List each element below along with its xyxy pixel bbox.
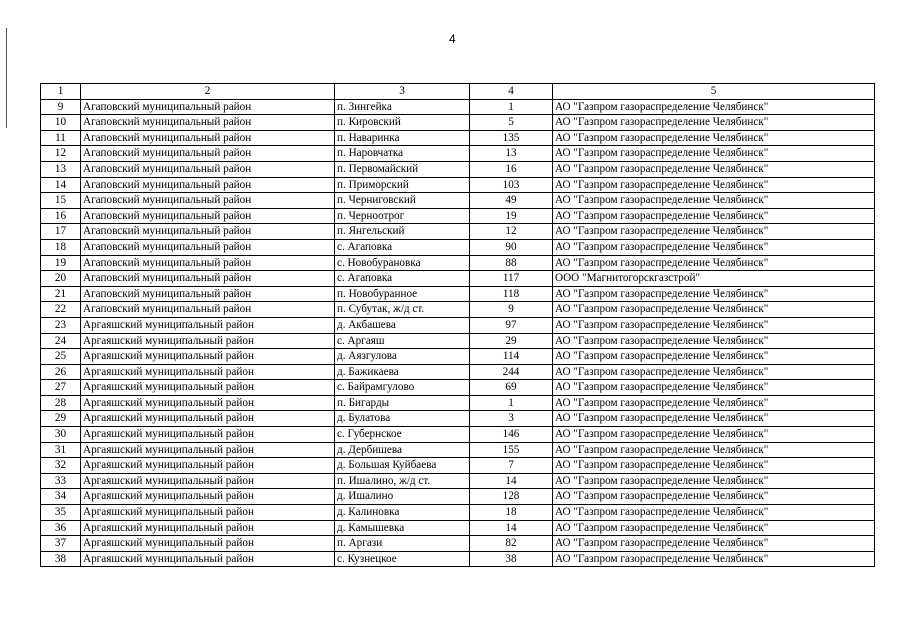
count-cell: 128 <box>470 489 553 505</box>
organization-cell: ООО "Магнитогорскгазстрой" <box>553 271 875 287</box>
count-cell: 135 <box>470 130 553 146</box>
table-row <box>41 395 875 411</box>
settlement-cell: д. Акбашева <box>335 317 470 333</box>
settlement-cell: с. Новобурановка <box>335 255 470 271</box>
count-cell: 38 <box>470 551 553 567</box>
district-cell: Аргаяшский муниципальный район <box>81 473 335 489</box>
district-cell: Аргаяшский муниципальный район <box>81 551 335 567</box>
count-cell: 7 <box>470 458 553 474</box>
district-cell: Аргаяшский муниципальный район <box>81 536 335 552</box>
settlement-cell: д. Калиновка <box>335 505 470 521</box>
table-row <box>41 302 875 318</box>
column-header-2: 2 <box>81 84 335 100</box>
table-row <box>41 177 875 193</box>
district-cell: Аргаяшский муниципальный район <box>81 442 335 458</box>
count-cell: 82 <box>470 536 553 552</box>
row-number: 37 <box>41 536 81 552</box>
district-cell: Агаповский муниципальный район <box>81 302 335 318</box>
table-row <box>41 411 875 427</box>
count-cell: 244 <box>470 364 553 380</box>
row-number: 10 <box>41 115 81 131</box>
settlement-cell: с. Агаповка <box>335 271 470 287</box>
count-cell: 12 <box>470 224 553 240</box>
count-cell: 18 <box>470 505 553 521</box>
table-row <box>41 146 875 162</box>
table-row <box>41 333 875 349</box>
organization-cell: АО "Газпром газораспределение Челябинск" <box>553 427 875 443</box>
district-cell: Агаповский муниципальный район <box>81 255 335 271</box>
count-cell: 88 <box>470 255 553 271</box>
district-cell: Аргаяшский муниципальный район <box>81 489 335 505</box>
row-number: 38 <box>41 551 81 567</box>
count-cell: 1 <box>470 99 553 115</box>
organization-cell: АО "Газпром газораспределение Челябинск" <box>553 395 875 411</box>
district-cell: Агаповский муниципальный район <box>81 99 335 115</box>
column-header-5: 5 <box>553 84 875 100</box>
table-row <box>41 380 875 396</box>
district-cell: Аргаяшский муниципальный район <box>81 411 335 427</box>
settlement-cell: п. Новобуранное <box>335 286 470 302</box>
count-cell: 3 <box>470 411 553 427</box>
count-cell: 16 <box>470 161 553 177</box>
settlement-cell: п. Зингейка <box>335 99 470 115</box>
count-cell: 69 <box>470 380 553 396</box>
table-row <box>41 286 875 302</box>
row-number: 32 <box>41 458 81 474</box>
settlement-cell: п. Янгельский <box>335 224 470 240</box>
table-row <box>41 193 875 209</box>
count-cell: 1 <box>470 395 553 411</box>
table-row <box>41 489 875 505</box>
settlement-cell: п. Первомайский <box>335 161 470 177</box>
table-row <box>41 317 875 333</box>
settlement-cell: д. Дербишева <box>335 442 470 458</box>
settlement-cell: п. Черноотрог <box>335 208 470 224</box>
settlement-cell: п. Субутак, ж/д ст. <box>335 302 470 318</box>
count-cell: 114 <box>470 349 553 365</box>
organization-cell: АО "Газпром газораспределение Челябинск" <box>553 193 875 209</box>
settlement-cell: п. Бигарды <box>335 395 470 411</box>
organization-cell: АО "Газпром газораспределение Челябинск" <box>553 505 875 521</box>
table-row <box>41 364 875 380</box>
settlement-cell: с. Кузнецкое <box>335 551 470 567</box>
table-row <box>41 255 875 271</box>
organization-cell: АО "Газпром газораспределение Челябинск" <box>553 380 875 396</box>
organization-cell: АО "Газпром газораспределение Челябинск" <box>553 364 875 380</box>
organization-cell: АО "Газпром газораспределение Челябинск" <box>553 349 875 365</box>
district-cell: Агаповский муниципальный район <box>81 146 335 162</box>
organization-cell: АО "Газпром газораспределение Челябинск" <box>553 551 875 567</box>
settlement-cell: п. Наровчатка <box>335 146 470 162</box>
count-cell: 155 <box>470 442 553 458</box>
row-number: 25 <box>41 349 81 365</box>
row-number: 35 <box>41 505 81 521</box>
table-row <box>41 505 875 521</box>
row-number: 19 <box>41 255 81 271</box>
settlement-cell: п. Черниговский <box>335 193 470 209</box>
district-cell: Агаповский муниципальный район <box>81 271 335 287</box>
table-row <box>41 130 875 146</box>
row-number: 14 <box>41 177 81 193</box>
organization-cell: АО "Газпром газораспределение Челябинск" <box>553 146 875 162</box>
district-cell: Агаповский муниципальный район <box>81 161 335 177</box>
count-cell: 146 <box>470 427 553 443</box>
organization-cell: АО "Газпром газораспределение Челябинск" <box>553 224 875 240</box>
margin-rule <box>6 28 7 128</box>
district-cell: Агаповский муниципальный район <box>81 177 335 193</box>
row-number: 30 <box>41 427 81 443</box>
table-row <box>41 442 875 458</box>
table-row <box>41 520 875 536</box>
district-cell: Агаповский муниципальный район <box>81 115 335 131</box>
organization-cell: АО "Газпром газораспределение Челябинск" <box>553 317 875 333</box>
row-number: 33 <box>41 473 81 489</box>
row-number: 29 <box>41 411 81 427</box>
district-cell: Аргаяшский муниципальный район <box>81 505 335 521</box>
table-row <box>41 99 875 115</box>
row-number: 11 <box>41 130 81 146</box>
count-cell: 118 <box>470 286 553 302</box>
table-row <box>41 224 875 240</box>
row-number: 24 <box>41 333 81 349</box>
settlement-cell: с. Аргаяш <box>335 333 470 349</box>
organization-cell: АО "Газпром газораспределение Челябинск" <box>553 177 875 193</box>
count-cell: 14 <box>470 520 553 536</box>
column-header-3: 3 <box>335 84 470 100</box>
organization-cell: АО "Газпром газораспределение Челябинск" <box>553 161 875 177</box>
settlement-cell: п. Кировский <box>335 115 470 131</box>
table-body <box>41 99 875 567</box>
district-cell: Аргаяшский муниципальный район <box>81 395 335 411</box>
organization-cell: АО "Газпром газораспределение Челябинск" <box>553 208 875 224</box>
count-cell: 5 <box>470 115 553 131</box>
count-cell: 13 <box>470 146 553 162</box>
organization-cell: АО "Газпром газораспределение Челябинск" <box>553 489 875 505</box>
organization-cell: АО "Газпром газораспределение Челябинск" <box>553 239 875 255</box>
table-row <box>41 473 875 489</box>
row-number: 20 <box>41 271 81 287</box>
table-row <box>41 208 875 224</box>
settlement-cell: д. Бажикаева <box>335 364 470 380</box>
district-cell: Агаповский муниципальный район <box>81 286 335 302</box>
organization-cell: АО "Газпром газораспределение Челябинск" <box>553 333 875 349</box>
organization-cell: АО "Газпром газораспределение Челябинск" <box>553 458 875 474</box>
row-number: 23 <box>41 317 81 333</box>
organization-cell: АО "Газпром газораспределение Челябинск" <box>553 536 875 552</box>
district-cell: Аргаяшский муниципальный район <box>81 333 335 349</box>
row-number: 36 <box>41 520 81 536</box>
table-row <box>41 458 875 474</box>
table-row <box>41 551 875 567</box>
row-number: 16 <box>41 208 81 224</box>
count-cell: 90 <box>470 239 553 255</box>
settlement-cell: п. Наваринка <box>335 130 470 146</box>
row-number: 26 <box>41 364 81 380</box>
organization-cell: АО "Газпром газораспределение Челябинск" <box>553 115 875 131</box>
settlement-cell: п. Ишалино, ж/д ст. <box>335 473 470 489</box>
column-header-1: 1 <box>41 84 81 100</box>
count-cell: 19 <box>470 208 553 224</box>
district-cell: Аргаяшский муниципальный район <box>81 364 335 380</box>
table-header-row <box>41 84 875 100</box>
district-cell: Аргаяшский муниципальный район <box>81 380 335 396</box>
column-header-4: 4 <box>470 84 553 100</box>
organization-cell: АО "Газпром газораспределение Челябинск" <box>553 302 875 318</box>
settlement-cell: п. Приморский <box>335 177 470 193</box>
organization-cell: АО "Газпром газораспределение Челябинск" <box>553 520 875 536</box>
row-number: 15 <box>41 193 81 209</box>
table-row <box>41 349 875 365</box>
district-cell: Аргаяшский муниципальный район <box>81 458 335 474</box>
settlement-cell: п. Аргази <box>335 536 470 552</box>
row-number: 13 <box>41 161 81 177</box>
row-number: 12 <box>41 146 81 162</box>
count-cell: 103 <box>470 177 553 193</box>
organization-cell: АО "Газпром газораспределение Челябинск" <box>553 255 875 271</box>
settlement-cell: д. Большая Куйбаева <box>335 458 470 474</box>
table-row <box>41 239 875 255</box>
settlement-cell: с. Агаповка <box>335 239 470 255</box>
row-number: 34 <box>41 489 81 505</box>
district-cell: Аргаяшский муниципальный район <box>81 317 335 333</box>
settlement-cell: д. Булатова <box>335 411 470 427</box>
district-cell: Агаповский муниципальный район <box>81 239 335 255</box>
organization-cell: АО "Газпром газораспределение Челябинск" <box>553 130 875 146</box>
page-number: 4 <box>449 32 456 46</box>
count-cell: 97 <box>470 317 553 333</box>
district-cell: Агаповский муниципальный район <box>81 208 335 224</box>
row-number: 31 <box>41 442 81 458</box>
organization-cell: АО "Газпром газораспределение Челябинск" <box>553 286 875 302</box>
row-number: 17 <box>41 224 81 240</box>
district-cell: Агаповский муниципальный район <box>81 193 335 209</box>
row-number: 22 <box>41 302 81 318</box>
row-number: 27 <box>41 380 81 396</box>
settlement-cell: д. Аязгулова <box>335 349 470 365</box>
row-number: 21 <box>41 286 81 302</box>
table-row <box>41 161 875 177</box>
organization-cell: АО "Газпром газораспределение Челябинск" <box>553 99 875 115</box>
district-cell: Агаповский муниципальный район <box>81 224 335 240</box>
settlement-cell: д. Камышевка <box>335 520 470 536</box>
count-cell: 14 <box>470 473 553 489</box>
organization-cell: АО "Газпром газораспределение Челябинск" <box>553 411 875 427</box>
count-cell: 117 <box>470 271 553 287</box>
row-number: 28 <box>41 395 81 411</box>
count-cell: 29 <box>470 333 553 349</box>
settlement-cell: с. Байрамгулово <box>335 380 470 396</box>
registry-table <box>40 83 875 567</box>
table-row <box>41 427 875 443</box>
district-cell: Аргаяшский муниципальный район <box>81 349 335 365</box>
row-number: 18 <box>41 239 81 255</box>
table-row <box>41 536 875 552</box>
organization-cell: АО "Газпром газораспределение Челябинск" <box>553 473 875 489</box>
count-cell: 9 <box>470 302 553 318</box>
organization-cell: АО "Газпром газораспределение Челябинск" <box>553 442 875 458</box>
district-cell: Агаповский муниципальный район <box>81 130 335 146</box>
settlement-cell: с. Губернское <box>335 427 470 443</box>
settlement-cell: д. Ишалино <box>335 489 470 505</box>
row-number: 9 <box>41 99 81 115</box>
table-row <box>41 115 875 131</box>
district-cell: Аргаяшский муниципальный район <box>81 520 335 536</box>
table-row <box>41 271 875 287</box>
count-cell: 49 <box>470 193 553 209</box>
district-cell: Аргаяшский муниципальный район <box>81 427 335 443</box>
